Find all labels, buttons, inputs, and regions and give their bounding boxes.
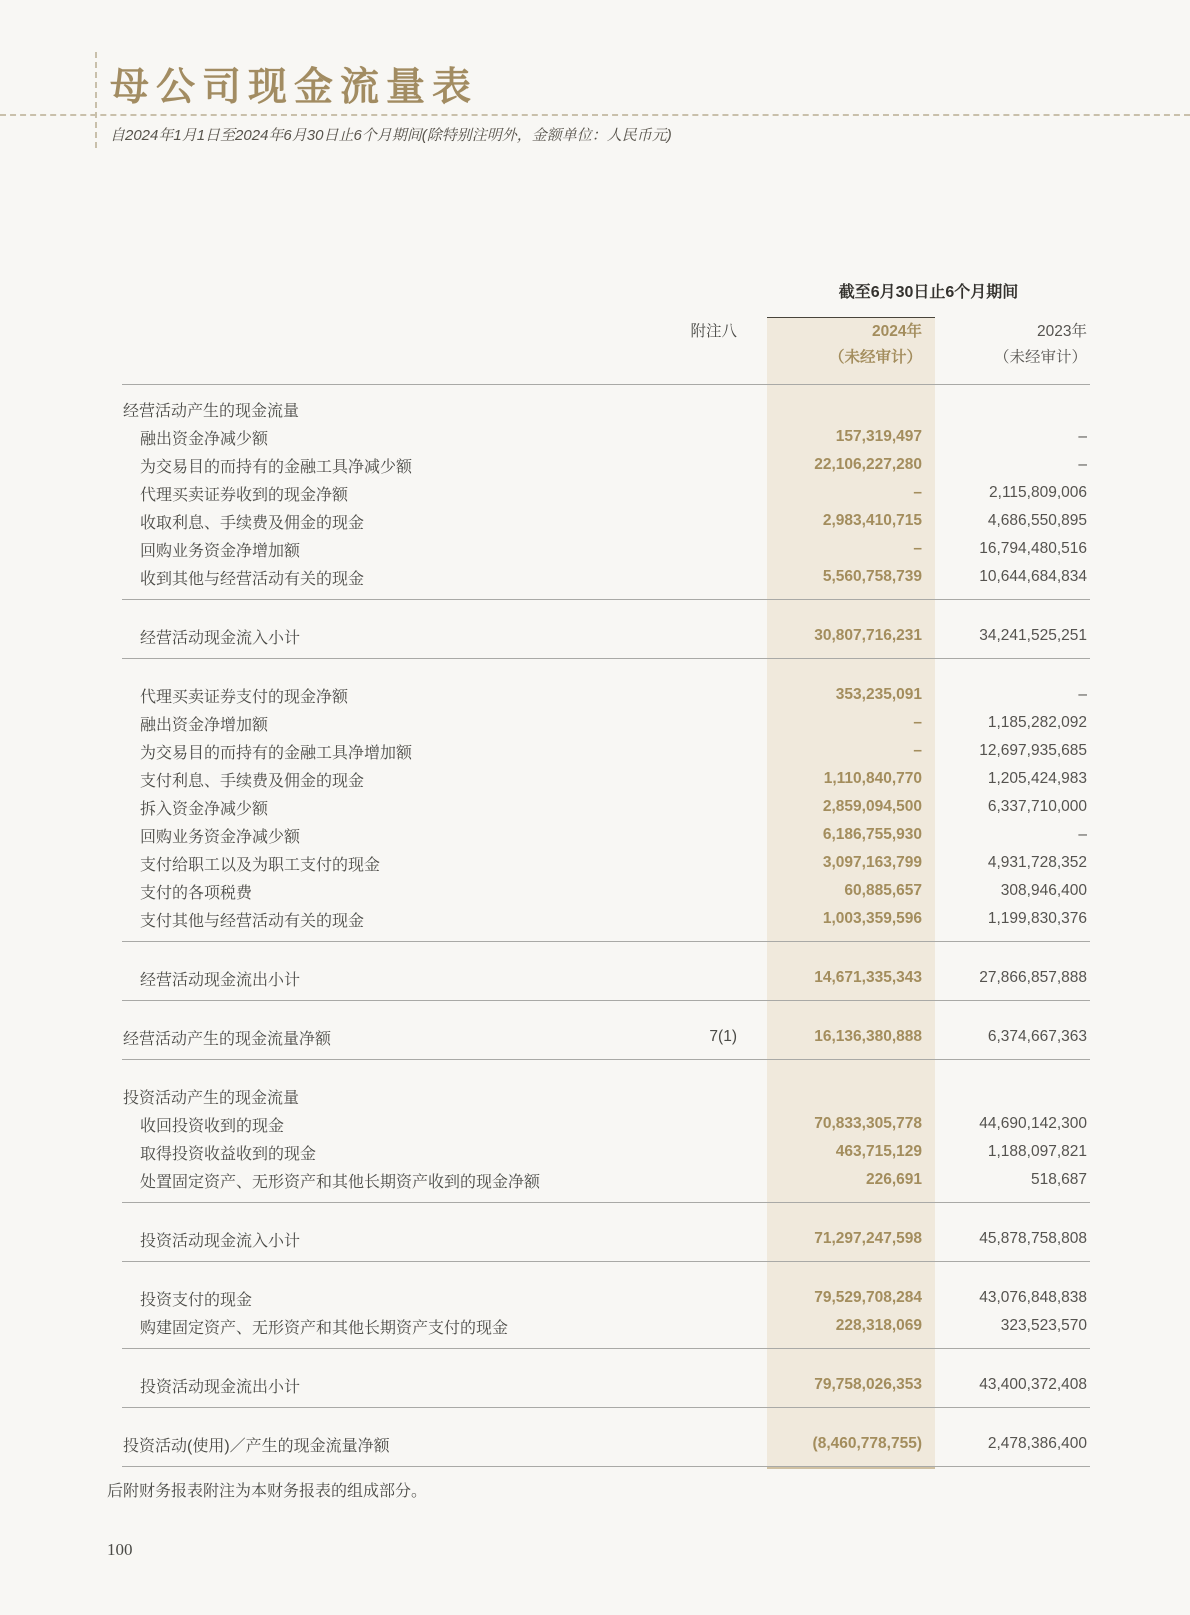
row-label: 处置固定资产、无形资产和其他长期资产收到的现金净额	[140, 1173, 541, 1191]
row-label: 取得投资收益收到的现金	[140, 1145, 317, 1163]
row-label: 收回投资收到的现金	[140, 1117, 285, 1135]
table-rule	[122, 1348, 1090, 1349]
period-span-header: 截至6月30日止6个月期间	[838, 284, 1019, 301]
row-label: 支付利息、手续费及佣金的现金	[140, 772, 365, 790]
table-row	[122, 877, 1090, 905]
row-value-2023: –	[1078, 456, 1087, 473]
row-label: 代理买卖证券收到的现金净额	[140, 486, 349, 504]
table-rule	[122, 1466, 1090, 1467]
row-value-2023: 45,878,758,808	[979, 1230, 1087, 1247]
table-body	[122, 384, 1090, 1467]
table-row	[122, 1166, 1090, 1194]
row-value-2024: 60,885,657	[844, 882, 922, 899]
header-body-gap	[122, 369, 1090, 384]
row-label: 为交易目的而持有的金融工具净减少额	[140, 458, 413, 476]
row-label: 代理买卖证券支付的现金净额	[140, 688, 349, 706]
row-label: 投资支付的现金	[140, 1291, 253, 1309]
page-number: 100	[107, 1540, 133, 1559]
table-row	[122, 1138, 1090, 1166]
table-rule	[122, 384, 1090, 385]
row-value-2024: 79,529,708,284	[814, 1289, 922, 1306]
table-row	[122, 563, 1090, 591]
row-value-2023: 27,866,857,888	[979, 969, 1087, 986]
row-value-2023: 1,205,424,983	[987, 770, 1087, 787]
row-label: 拆入资金净减少额	[140, 800, 269, 818]
row-value-2023: –	[1078, 428, 1087, 445]
row-value-2023: 16,794,480,516	[979, 540, 1087, 557]
row-value-2024: 70,833,305,778	[814, 1115, 922, 1132]
row-value-2024: 463,715,129	[835, 1143, 922, 1160]
row-value-2023: 44,690,142,300	[979, 1115, 1087, 1132]
row-label: 支付其他与经营活动有关的现金	[140, 912, 365, 930]
row-label: 投资活动产生的现金流量	[123, 1089, 300, 1107]
table-row	[122, 709, 1090, 737]
row-value-2024: 3,097,163,799	[822, 854, 922, 871]
row-value-2024: 226,691	[865, 1171, 922, 1188]
row-value-2024: 79,758,026,353	[814, 1376, 922, 1393]
row-value-2023: –	[1078, 686, 1087, 703]
cash-flow-table	[122, 283, 1090, 1467]
row-value-2023: 6,374,667,363	[987, 1028, 1087, 1045]
row-label: 投资活动现金流入小计	[140, 1232, 301, 1250]
table-row	[122, 964, 1090, 992]
row-value-2024: 5,560,758,739	[822, 568, 922, 585]
table-row	[122, 535, 1090, 563]
row-value-2023: 2,115,809,006	[989, 484, 1087, 501]
row-value-2024: 71,297,247,598	[814, 1230, 922, 1247]
table-rule	[122, 599, 1090, 600]
row-value-2024: 2,859,094,500	[822, 798, 922, 815]
table-row	[122, 1371, 1090, 1399]
row-value-2023: 323,523,570	[1000, 1317, 1087, 1334]
row-label: 购建固定资产、无形资产和其他长期资产支付的现金	[140, 1319, 509, 1337]
row-label: 收到其他与经营活动有关的现金	[140, 570, 365, 588]
table-unaudited-row	[122, 343, 1090, 369]
row-value-2023: 308,946,400	[1000, 882, 1087, 899]
row-label: 经营活动产生的现金流量	[123, 402, 300, 420]
row-value-2024: 14,671,335,343	[814, 969, 922, 986]
row-value-2024: 353,235,091	[835, 686, 922, 703]
row-value-2023: 518,687	[1030, 1171, 1087, 1188]
unaudited-label-2023: （未经审计）	[993, 349, 1087, 366]
table-row	[122, 905, 1090, 933]
row-value-2023: –	[1078, 826, 1087, 843]
row-value-2024: 22,106,227,280	[814, 456, 922, 473]
table-row	[122, 1110, 1090, 1138]
row-value-2023: 34,241,525,251	[979, 627, 1087, 644]
row-value-2023: 12,697,935,685	[979, 742, 1087, 759]
table-rule	[122, 1407, 1090, 1408]
table-rule	[122, 941, 1090, 942]
row-value-2024: 6,186,755,930	[822, 826, 922, 843]
row-label: 为交易目的而持有的金融工具净增加额	[140, 744, 413, 762]
financial-statement-footnote: 后附财务报表附注为本财务报表的组成部分。	[107, 1483, 428, 1500]
row-label: 经营活动产生的现金流量净额	[123, 1030, 332, 1048]
table-row	[122, 479, 1090, 507]
row-label: 经营活动现金流出小计	[140, 971, 301, 989]
table-row	[122, 1023, 1090, 1051]
row-label: 回购业务资金净减少额	[140, 828, 301, 846]
table-row	[122, 765, 1090, 793]
row-value-2024: 1,003,359,596	[822, 910, 922, 927]
row-value-2024: 228,318,069	[835, 1317, 922, 1334]
row-value-2024: 157,319,497	[835, 428, 922, 445]
row-value-2024: 16,136,380,888	[814, 1028, 922, 1045]
row-label: 收取利息、手续费及佣金的现金	[140, 514, 365, 532]
table-rule	[122, 1261, 1090, 1262]
row-value-2024: –	[913, 714, 922, 731]
horizontal-dashed-divider	[0, 114, 1190, 116]
row-note: 7(1)	[709, 1028, 737, 1045]
table-row	[122, 622, 1090, 650]
table-row	[122, 451, 1090, 479]
row-value-2024: –	[913, 484, 922, 501]
unaudited-label-2024: （未经审计）	[828, 349, 922, 366]
table-row	[122, 395, 1090, 423]
row-label: 支付给职工以及为职工支付的现金	[140, 856, 381, 874]
table-rule	[122, 658, 1090, 659]
page-title: 母公司现金流量表	[110, 66, 479, 109]
row-value-2023: 4,686,550,895	[987, 512, 1087, 529]
table-row	[122, 681, 1090, 709]
table-rule	[122, 1202, 1090, 1203]
table-row	[122, 793, 1090, 821]
table-row	[122, 849, 1090, 877]
row-value-2023: 1,199,830,376	[987, 910, 1087, 927]
table-row	[122, 1284, 1090, 1312]
row-value-2023: 4,931,728,352	[987, 854, 1087, 871]
row-label: 融出资金净减少额	[140, 430, 269, 448]
column-header-2024: 2024年	[872, 323, 922, 340]
row-label: 投资活动(使用)／产生的现金流量净额	[123, 1437, 390, 1455]
table-span-header-row	[122, 283, 1090, 317]
table-row	[122, 423, 1090, 451]
row-value-2024: (8,460,778,755)	[812, 1435, 922, 1452]
table-row	[122, 737, 1090, 765]
row-label: 融出资金净增加额	[140, 716, 269, 734]
row-value-2023: 2,478,386,400	[987, 1435, 1087, 1452]
row-value-2024: 1,110,840,770	[823, 770, 922, 787]
row-value-2023: 1,188,097,821	[987, 1143, 1087, 1160]
row-label: 回购业务资金净增加额	[140, 542, 301, 560]
table-rule	[122, 1000, 1090, 1001]
row-value-2023: 1,185,282,092	[987, 714, 1087, 731]
note-column-header: 附注八	[690, 323, 737, 340]
row-label: 支付的各项税费	[140, 884, 253, 902]
page-subtitle: 自2024年1月1日至2024年6月30日止6个月期间(除特别注明外，金额单位：人民币元)	[110, 127, 672, 144]
table-rule	[122, 1059, 1090, 1060]
row-value-2023: 6,337,710,000	[987, 798, 1087, 815]
row-value-2023: 43,400,372,408	[979, 1376, 1087, 1393]
row-value-2024: 2,983,410,715	[822, 512, 922, 529]
row-label: 经营活动现金流入小计	[140, 629, 301, 647]
row-label: 投资活动现金流出小计	[140, 1378, 301, 1396]
table-year-header-row	[122, 317, 1090, 343]
row-value-2023: 10,644,684,834	[979, 568, 1087, 585]
table-row	[122, 507, 1090, 535]
table-row	[122, 1082, 1090, 1110]
table-row	[122, 1430, 1090, 1458]
column-header-2023: 2023年	[1037, 323, 1087, 340]
row-value-2024: –	[913, 540, 922, 557]
row-value-2024: 30,807,716,231	[814, 627, 922, 644]
table-row	[122, 1312, 1090, 1340]
row-value-2023: 43,076,848,838	[979, 1289, 1087, 1306]
table-row	[122, 821, 1090, 849]
table-row	[122, 1225, 1090, 1253]
row-value-2024: –	[913, 742, 922, 759]
vertical-dashed-guide	[95, 52, 97, 148]
